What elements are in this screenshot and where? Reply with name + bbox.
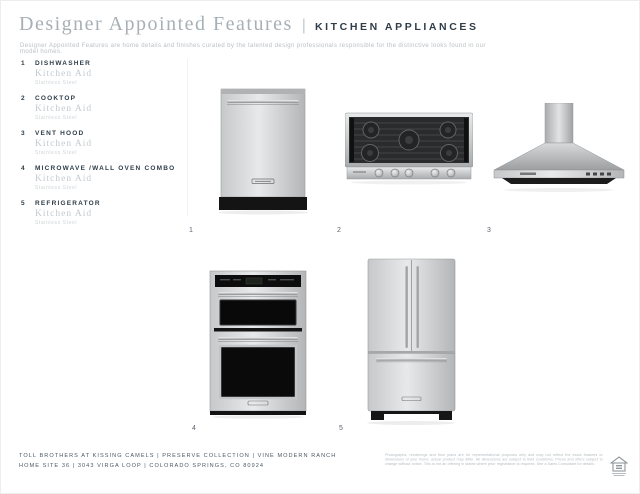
feature-name: VENT HOOD: [35, 130, 85, 137]
feature-finish: Stainless Steel: [35, 115, 78, 121]
cooktop-illustration: [345, 109, 473, 187]
feature-number: 4: [21, 165, 26, 172]
footer-address-line: HOME SITE 36 | 3043 VIRGA LOOP | COLORADO SPRINGS, CO 80924: [19, 462, 265, 469]
dishwasher-illustration: [215, 87, 311, 215]
feature-finish: Stainless Steel: [35, 150, 78, 156]
feature-number: 5: [21, 200, 26, 207]
page-title: Designer Appointed Features: [19, 13, 293, 35]
title-row: [19, 13, 619, 36]
feature-finish: Stainless Steel: [35, 80, 78, 86]
feature-item-dishwasher: [21, 59, 186, 86]
dishwasher-image: [215, 87, 311, 215]
feature-number: 2: [21, 95, 26, 102]
footer-disclaimer: [385, 453, 603, 483]
product-number-3: 3: [487, 227, 491, 234]
title-divider: |: [301, 17, 306, 34]
feature-name: REFRIGERATOR: [35, 200, 101, 207]
features-list: [21, 59, 186, 234]
product-number-2: 2: [337, 227, 341, 234]
feature-number: 1: [21, 60, 26, 67]
feature-finish: Stainless Steel: [35, 220, 78, 226]
section-title: KITCHEN APPLIANCES: [314, 21, 479, 33]
feature-number: 3: [21, 130, 26, 137]
feature-item-microwave-wall-oven: [21, 164, 186, 191]
feature-finish: Stainless Steel: [35, 185, 78, 191]
feature-item-cooktop: [21, 94, 186, 121]
cooktop-image: [345, 109, 473, 187]
column-divider: [187, 59, 188, 216]
feature-item-vent-hood: [21, 129, 186, 156]
feature-name: DISHWASHER: [35, 60, 92, 67]
vent-hood-image: [490, 103, 628, 195]
product-number-1: 1: [189, 227, 193, 234]
disclaimer-text: Photographs, renderings and floor plans are for representational purposes only and may not reflect the exact features or dimensions of your home; actual product may differ. All dimensions are subject to field conditions. Prices and offers subject to change without notice. This is not an offering in states where prior registration is required. See a Sales Consultant for details.: [385, 453, 603, 467]
footer-address-block: [19, 453, 336, 469]
microwave-wall-oven-image: [208, 267, 308, 419]
feature-brand: Kitchen Aid: [35, 209, 93, 219]
feature-brand: Kitchen Aid: [35, 174, 93, 184]
feature-name: MICROWAVE /WALL OVEN COMBO: [35, 165, 176, 172]
header: [19, 13, 619, 55]
footer-community-line: TOLL BROTHERS AT KISSING CAMELS | PRESERVE COLLECTION | VINE MODERN RANCH: [19, 453, 337, 459]
microwave-wall-oven-illustration: [208, 267, 308, 419]
equal-housing-opportunity-icon: [610, 456, 628, 478]
feature-name: COOKTOP: [35, 95, 77, 102]
feature-brand: Kitchen Aid: [35, 104, 93, 114]
product-number-5: 5: [339, 425, 343, 432]
feature-item-refrigerator: [21, 199, 186, 226]
product-number-4: 4: [192, 425, 196, 432]
header-subtitle: Designer Appointed Features are home details and finishes curated by the talented design professionals responsible for the distinctive looks found in our model homes.: [20, 43, 486, 55]
vent-hood-illustration: [490, 103, 628, 195]
feature-brand: Kitchen Aid: [35, 69, 93, 79]
feature-brand: Kitchen Aid: [35, 139, 93, 149]
refrigerator-image: [363, 257, 460, 429]
refrigerator-illustration: [363, 257, 460, 429]
